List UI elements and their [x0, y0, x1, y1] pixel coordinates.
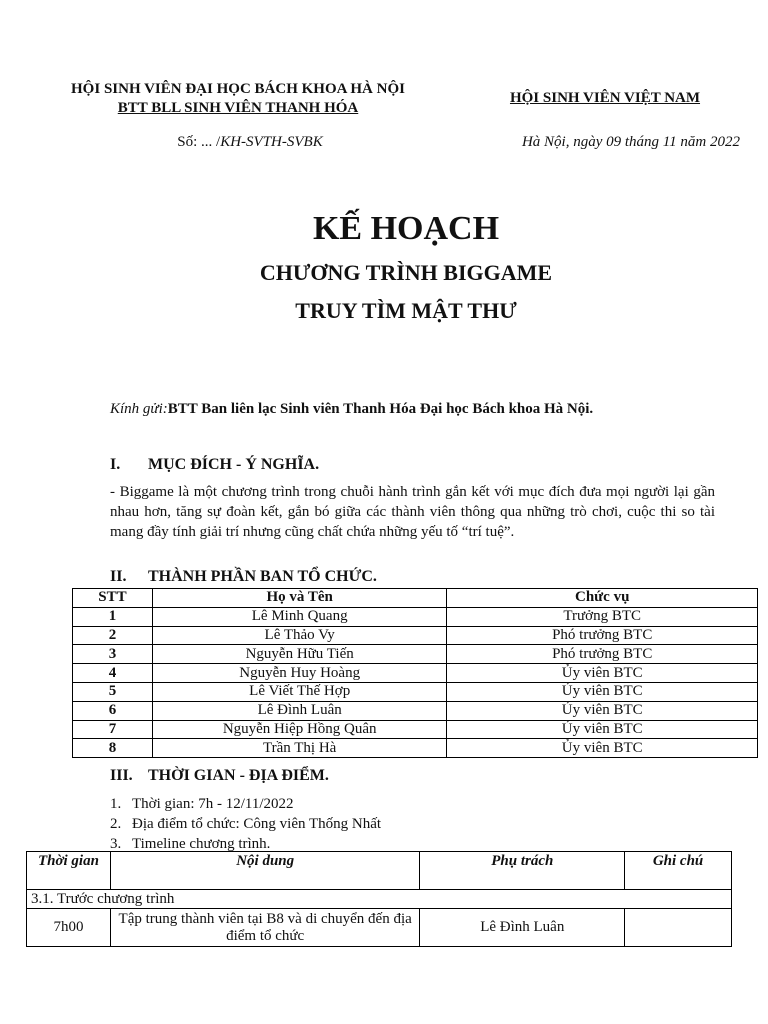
list-item-text: Địa điểm tổ chức: Công viên Thống Nhất: [132, 816, 382, 832]
row-name: Lê Thảo Vy: [152, 626, 447, 645]
row-name: Nguyễn Huy Hoàng: [152, 664, 447, 683]
document-subtitle-2: TRUY TÌM MẬT THƯ: [295, 298, 517, 323]
section-1-title: MỤC ĐÍCH - Ý NGHĨA.: [148, 456, 320, 473]
list-item: [110, 794, 381, 814]
list-item-text: Timeline chương trình.: [132, 836, 271, 852]
list-item-number: 2.: [110, 816, 122, 832]
column-header-position: Chức vụ: [447, 589, 758, 608]
row-name: Trần Thị Hà: [152, 739, 447, 758]
recipient-line: [110, 401, 593, 418]
document-number: [100, 134, 400, 151]
row-name: Lê Viết Thế Hợp: [152, 682, 447, 701]
document-title: KẾ HOẠCH: [312, 210, 500, 247]
organization-header-left: [28, 80, 448, 118]
section-3-list: [110, 794, 381, 854]
row-name: Nguyễn Hiệp Hồng Quân: [152, 720, 447, 739]
section-3-heading: [110, 767, 329, 785]
document-number-prefix: Số: ... /: [177, 134, 221, 150]
table-row: [73, 720, 758, 739]
column-header-note: Ghi chú: [625, 852, 732, 890]
table-row: [73, 645, 758, 664]
section-1-number: I.: [110, 456, 121, 473]
place-and-date: Hà Nội, ngày 09 tháng 11 năm 2022: [521, 134, 740, 150]
row-stt: 4: [73, 664, 153, 683]
row-position: Phó trưởng BTC: [447, 645, 758, 664]
list-item-number: 3.: [110, 836, 122, 852]
row-name: Lê Đình Luân: [152, 701, 447, 720]
section-3-number: III.: [110, 767, 133, 784]
section-2-heading: [110, 568, 377, 586]
section-3-title: THỜI GIAN - ĐỊA ĐIỂM.: [148, 767, 329, 784]
row-stt: 7: [73, 720, 153, 739]
table-row: [73, 739, 758, 758]
org-name-line1: HỘI SINH VIÊN ĐẠI HỌC BÁCH KHOA HÀ NỘI: [71, 81, 405, 97]
row-stt: 1: [73, 607, 153, 626]
timeline-group-label: 3.1. Trước chương trình: [27, 890, 732, 909]
timeline-group-row: [27, 890, 732, 909]
row-in-charge: Lê Đình Luân: [420, 909, 625, 947]
row-position: Ủy viên BTC: [447, 720, 758, 739]
section-2-title: THÀNH PHẦN BAN TỔ CHỨC.: [148, 568, 377, 585]
table-row: [73, 607, 758, 626]
row-position: Ủy viên BTC: [447, 682, 758, 701]
organizing-committee-table: [72, 588, 758, 758]
section-1-paragraph: - Biggame là một chương trình trong chuỗi hành trình gắn kết với mục đích đưa mọi người lại gần nhau hơn, tăng sự đoàn kết, gắn bó giữa các thành viên thông qua những trò chơi, cuộc thi so tài mang đầy tính giải trí nhưng cũng chất chứa những yếu tố “trí tuệ”.: [110, 484, 715, 540]
row-note: [625, 909, 732, 947]
timeline-table: [26, 851, 732, 947]
row-position: Phó trưởng BTC: [447, 626, 758, 645]
table-row: [27, 909, 732, 947]
table-row: [73, 701, 758, 720]
table-header-row: [73, 589, 758, 608]
org-name-line2: BTT BLL SINH VIÊN THANH HÓA: [117, 100, 359, 116]
column-header-stt: STT: [73, 589, 153, 608]
row-position: Ủy viên BTC: [447, 664, 758, 683]
column-header-in-charge: Phụ trách: [420, 852, 625, 890]
section-2-number: II.: [110, 568, 127, 585]
recipient-value: BTT Ban liên lạc Sinh viên Thanh Hóa Đại học Bách khoa Hà Nội.: [167, 401, 594, 417]
row-position: Ủy viên BTC: [447, 739, 758, 758]
row-position: Trưởng BTC: [447, 607, 758, 626]
document-number-code: KH-SVTH-SVBK: [220, 134, 323, 150]
row-stt: 8: [73, 739, 153, 758]
table-row: [73, 664, 758, 683]
recipient-label: Kính gửi:: [110, 401, 168, 417]
list-item-number: 1.: [110, 796, 122, 812]
row-name: Nguyễn Hữu Tiến: [152, 645, 447, 664]
column-header-time: Thời gian: [27, 852, 111, 890]
section-1-heading: [110, 456, 319, 474]
row-stt: 6: [73, 701, 153, 720]
table-row: [73, 626, 758, 645]
organization-header-right: HỘI SINH VIÊN VIỆT NAM: [509, 90, 701, 106]
column-header-name: Họ và Tên: [152, 589, 447, 608]
document-subtitle-1: CHƯƠNG TRÌNH BIGGAME: [259, 260, 553, 285]
row-name: Lê Minh Quang: [152, 607, 447, 626]
list-item-text: Thời gian: 7h - 12/11/2022: [132, 796, 294, 812]
row-stt: 2: [73, 626, 153, 645]
timeline-header-row: [27, 852, 732, 890]
row-stt: 5: [73, 682, 153, 701]
row-position: Ủy viên BTC: [447, 701, 758, 720]
row-time: 7h00: [27, 909, 111, 947]
table-row: [73, 682, 758, 701]
list-item: [110, 814, 381, 834]
row-content: Tập trung thành viên tại B8 và di chuyển đến địa điểm tổ chức: [110, 909, 420, 947]
row-stt: 3: [73, 645, 153, 664]
column-header-content: Nội dung: [110, 852, 420, 890]
